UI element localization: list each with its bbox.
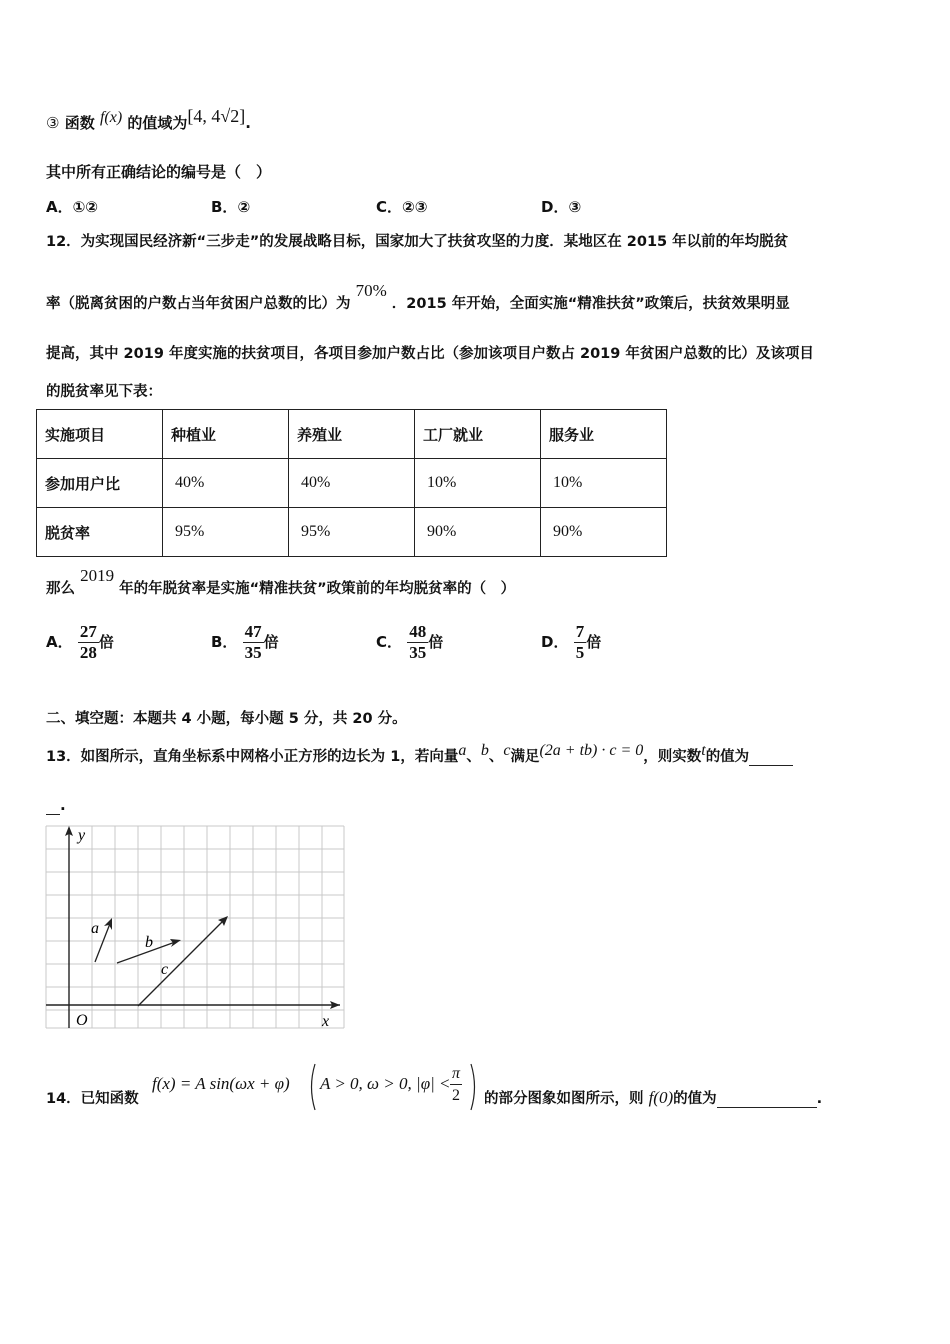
option-letter: D． xyxy=(541,633,569,651)
q12-option-b[interactable] xyxy=(211,622,279,663)
q13-answer-blank[interactable] xyxy=(749,749,793,766)
q13-text-a: 13．如图所示，直角坐标系中网格小正方形的边长为 1，若向量 xyxy=(46,749,459,765)
q13-text xyxy=(46,742,793,766)
q13-vec-b: b xyxy=(480,742,489,759)
section-2-heading: 二、填空题：本题共 4 小题，每小题 5 分，共 20 分。 xyxy=(46,711,407,727)
q14-text-b-line xyxy=(484,1087,822,1108)
option-letter: C． xyxy=(376,198,403,216)
item-3-range: [4, 4√2] xyxy=(187,106,246,126)
q14-text-c: 的值为 xyxy=(673,1091,717,1107)
table-cell: 10% xyxy=(415,459,541,508)
q13-sep1: 、 xyxy=(466,749,481,765)
option-unit: 倍 xyxy=(98,633,114,651)
q13-vec-c: c xyxy=(503,742,511,759)
poverty-table xyxy=(36,409,667,557)
option-unit: 倍 xyxy=(428,633,444,651)
q12-line4: 的脱贫率见下表： xyxy=(46,384,162,400)
vector-c-label: c xyxy=(161,961,169,978)
option-fraction xyxy=(407,622,428,663)
q12-line2-a: 率（脱离贫困的户数占当年贫困户总数的比）为 xyxy=(46,296,351,312)
q14-answer-blank[interactable] xyxy=(717,1091,817,1108)
q12-question xyxy=(46,566,516,598)
option-letter: C． xyxy=(376,633,403,651)
row-label: 脱贫率 xyxy=(37,508,163,557)
fraction-denominator: 2 xyxy=(450,1084,462,1106)
fraction-denominator: 35 xyxy=(409,643,427,662)
table-header: 实施项目 xyxy=(37,410,163,459)
q11-option-b[interactable] xyxy=(211,196,250,217)
table-cell: 95% xyxy=(289,508,415,557)
option-fraction xyxy=(78,622,99,663)
q12-line2-b: ．2015 年开始，全面实施“精准扶贫”政策后，扶贫效果明显 xyxy=(391,296,790,312)
table-cell: 40% xyxy=(289,459,415,508)
q12-option-c[interactable] xyxy=(376,622,443,663)
q11-option-a[interactable] xyxy=(46,196,98,217)
y-axis-label: y xyxy=(78,827,86,844)
q13-text-d: 的值为 xyxy=(705,749,750,765)
q12-year: 2019 xyxy=(80,566,115,585)
item-3-end: . xyxy=(245,114,251,132)
x-axis-label: x xyxy=(322,1013,330,1030)
q14-pi-over-2 xyxy=(450,1063,462,1106)
table-row xyxy=(37,459,667,508)
q12-line1: 12．为实现国民经济新“三步走”的发展战略目标，国家加大了扶贫攻坚的力度．某地区在 2015 年以前的年均脱贫 xyxy=(46,234,789,250)
q14-text-b: 的部分图象如图所示，则 xyxy=(484,1091,644,1107)
option-fraction xyxy=(243,622,264,663)
fraction-numerator: 27 xyxy=(79,622,97,641)
q13-text-b: 满足 xyxy=(510,749,540,765)
q12-rate: 70% xyxy=(355,281,387,300)
option-text: ②③ xyxy=(402,198,428,216)
q13-condition: (2a + tb) · c = 0 xyxy=(539,742,644,759)
table-cell: 10% xyxy=(541,459,667,508)
table-row xyxy=(37,508,667,557)
right-paren-icon xyxy=(468,1062,480,1112)
fraction-denominator: 28 xyxy=(79,643,97,662)
fraction-numerator: 7 xyxy=(575,622,585,641)
option-letter: B． xyxy=(211,198,238,216)
q13-answer-blank-tail[interactable] xyxy=(46,796,60,815)
q13-vec-a: a xyxy=(458,742,467,759)
table-header-row xyxy=(37,410,667,459)
item-3 xyxy=(46,106,251,133)
q14-end: . xyxy=(816,1091,823,1107)
vector-a-label: a xyxy=(91,920,99,937)
option-fraction xyxy=(574,622,587,663)
table-cell: 90% xyxy=(541,508,667,557)
table-header: 工厂就业 xyxy=(415,410,541,459)
q12-question-a: 那么 xyxy=(46,581,75,597)
q14-f0: f(0) xyxy=(648,1088,674,1107)
fraction-numerator: 47 xyxy=(244,622,262,641)
item-3-marker: ③ xyxy=(46,114,60,132)
row-label: 参加用户比 xyxy=(37,459,163,508)
item-3-text-b: 的值域为 xyxy=(127,114,188,132)
fraction-denominator: 35 xyxy=(244,643,262,662)
fraction-denominator: 5 xyxy=(575,643,585,662)
q14-condition: A > 0, ω > 0, |φ| < xyxy=(320,1074,451,1093)
option-letter: A． xyxy=(46,198,73,216)
option-text: ①② xyxy=(72,198,99,216)
q11-option-d[interactable] xyxy=(541,196,581,217)
vector-c xyxy=(138,918,226,1006)
item-3-fx: f(x) xyxy=(99,109,123,126)
option-text: ③ xyxy=(568,198,582,216)
q12-line2 xyxy=(46,281,790,313)
table-header: 种植业 xyxy=(163,410,289,459)
option-text: ② xyxy=(237,198,251,216)
q14-text-a: 14．已知函数 xyxy=(46,1091,139,1107)
q12-question-b: 年的年脱贫率是实施“精准扶贫”政策前的年均脱贫率的（ ） xyxy=(119,581,516,597)
table-cell: 95% xyxy=(163,508,289,557)
q12-line3: 提高，其中 2019 年度实施的扶贫项目，各项目参加户数占比（参加该项目户数占 2019 年贫困户总数的比）及该项目 xyxy=(46,346,814,362)
option-letter: B． xyxy=(211,633,238,651)
q14-function: f(x) = A sin(ωx + φ) xyxy=(152,1074,290,1093)
origin-label: O xyxy=(76,1012,88,1029)
q11-prompt: 其中所有正确结论的编号是（ ） xyxy=(46,163,272,181)
q12-option-a[interactable] xyxy=(46,622,114,663)
option-letter: A． xyxy=(46,633,73,651)
fraction-numerator: π xyxy=(452,1065,461,1082)
item-3-text-a: 函数 xyxy=(64,114,95,132)
fraction-numerator: 48 xyxy=(409,622,427,641)
q13-sep2: 、 xyxy=(488,749,504,765)
q12-option-d[interactable] xyxy=(541,622,601,663)
q13-text-c: ，则实数 xyxy=(643,749,702,765)
table-header: 养殖业 xyxy=(289,410,415,459)
q13-t: t xyxy=(701,742,706,759)
option-unit: 倍 xyxy=(586,633,602,651)
q13-end: . xyxy=(60,796,66,814)
table-header: 服务业 xyxy=(541,410,667,459)
q13-blank-continued xyxy=(46,796,66,815)
vector-b-label: b xyxy=(145,934,153,951)
option-unit: 倍 xyxy=(263,633,279,651)
vector-grid-figure xyxy=(40,820,350,1035)
table-cell: 90% xyxy=(415,508,541,557)
q11-option-c[interactable] xyxy=(376,196,427,217)
left-paren-icon xyxy=(306,1062,318,1112)
table-cell: 40% xyxy=(163,459,289,508)
option-letter: D． xyxy=(541,198,569,216)
